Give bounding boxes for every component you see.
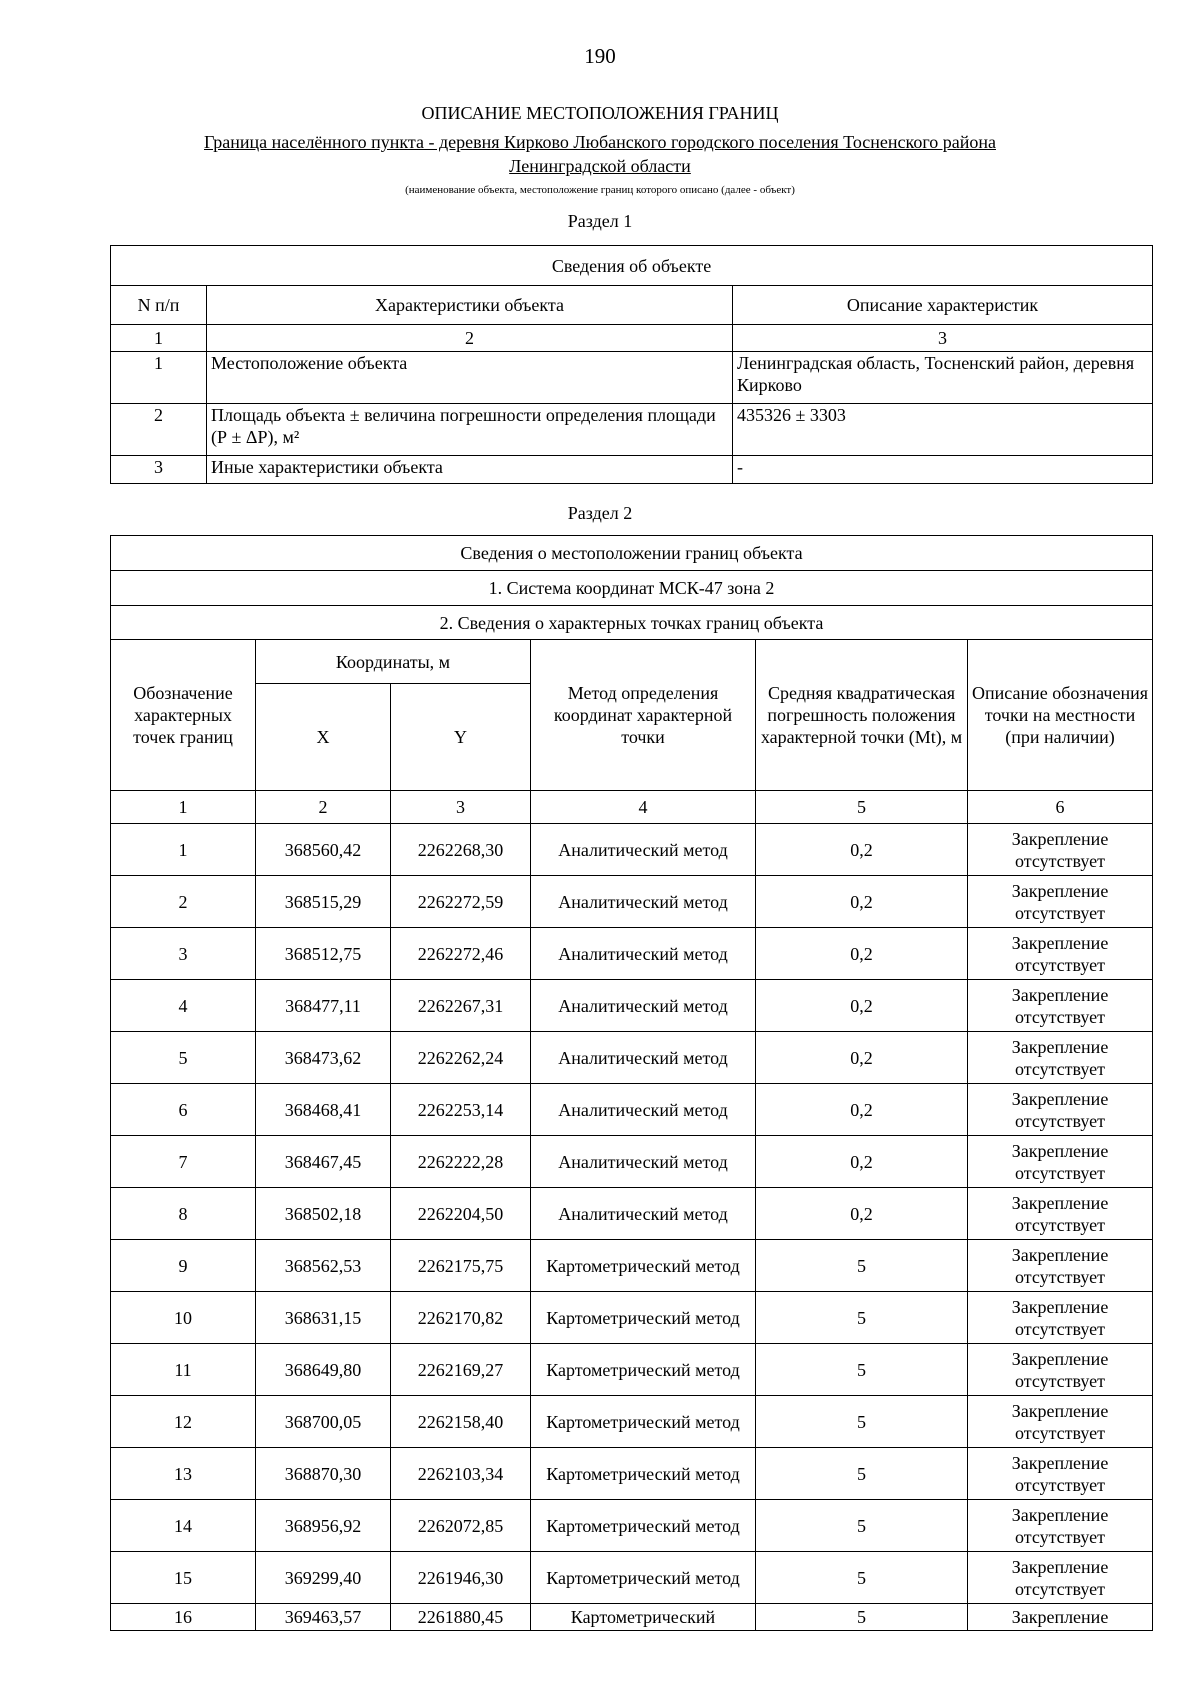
point-x: 368560,42 [256, 824, 391, 876]
table-row [111, 876, 1153, 928]
point-description: Закрепление отсутствует [968, 1084, 1153, 1136]
table-row [111, 1084, 1153, 1136]
characteristic-cell: Площадь объекта ± величина погрешности определения площади (Р ± ΔР), м² [207, 404, 733, 456]
point-designation: 14 [111, 1500, 256, 1552]
point-designation: 4 [111, 980, 256, 1032]
point-method: Аналитический метод [531, 1188, 756, 1240]
boundary-table-title: Сведения о местоположении границ объекта [111, 536, 1153, 571]
document-subtitle: Граница населённого пункта - деревня Кирково Любанского городского поселения Тосненского района Ленинградской области [203, 132, 997, 176]
point-mt: 5 [756, 1552, 968, 1604]
point-description: Закрепление отсутствует [968, 1136, 1153, 1188]
table-row [111, 980, 1153, 1032]
section1-label: Раздел 1 [567, 211, 633, 231]
header-coordinates: Координаты, м [256, 640, 531, 684]
point-designation: 11 [111, 1344, 256, 1396]
point-method: Картометрический [531, 1604, 756, 1631]
point-x: 368700,05 [256, 1396, 391, 1448]
point-y: 2262175,75 [391, 1240, 531, 1292]
point-designation: 12 [111, 1396, 256, 1448]
point-x: 369463,57 [256, 1604, 391, 1631]
point-x: 368649,80 [256, 1344, 391, 1396]
point-method: Картометрический метод [531, 1292, 756, 1344]
point-x: 368512,75 [256, 928, 391, 980]
point-y: 2262103,34 [391, 1448, 531, 1500]
point-description: Закрепление отсутствует [968, 824, 1153, 876]
table-row [111, 1396, 1153, 1448]
characteristic-cell: Местоположение объекта [207, 352, 733, 404]
point-mt: 0,2 [756, 1032, 968, 1084]
point-designation: 16 [111, 1604, 256, 1631]
table-row [111, 1448, 1153, 1500]
table-row [111, 928, 1153, 980]
header-np: N п/п [111, 286, 207, 325]
col-number: 3 [391, 791, 531, 824]
header-error: Средняя квадратическая погрешность положения характерной точки (Mt), м [756, 640, 968, 791]
header-description: Описание характеристик [733, 286, 1153, 325]
point-description: Закрепление отсутствует [968, 1292, 1153, 1344]
point-y: 2262204,50 [391, 1188, 531, 1240]
table-row [111, 1240, 1153, 1292]
object-info-table [110, 245, 1153, 484]
col-number: 1 [111, 325, 207, 352]
header-point-description: Описание обозначения точки на местности (при наличии) [968, 640, 1153, 791]
row-number: 1 [111, 352, 207, 404]
point-x: 368562,53 [256, 1240, 391, 1292]
point-description: Закрепление отсутствует [968, 1032, 1153, 1084]
description-cell: Ленинградская область, Тосненский район, деревня Кирково [733, 352, 1153, 404]
point-method: Аналитический метод [531, 1136, 756, 1188]
description-cell: - [733, 456, 1153, 484]
description-cell: 435326 ± 3303 [733, 404, 1153, 456]
point-x: 368473,62 [256, 1032, 391, 1084]
point-x: 368631,15 [256, 1292, 391, 1344]
point-description: Закрепление отсутствует [968, 1552, 1153, 1604]
point-x: 368502,18 [256, 1188, 391, 1240]
point-designation: 8 [111, 1188, 256, 1240]
point-method: Аналитический метод [531, 1084, 756, 1136]
point-mt: 5 [756, 1344, 968, 1396]
point-mt: 0,2 [756, 980, 968, 1032]
point-mt: 5 [756, 1604, 968, 1631]
point-mt: 0,2 [756, 1136, 968, 1188]
col-number: 1 [111, 791, 256, 824]
point-x: 368870,30 [256, 1448, 391, 1500]
point-description: Закрепление отсутствует [968, 1344, 1153, 1396]
point-y: 2261880,45 [391, 1604, 531, 1631]
table-row [111, 824, 1153, 876]
point-x: 368468,41 [256, 1084, 391, 1136]
point-mt: 0,2 [756, 824, 968, 876]
coordinate-system: 1. Система координат МСК-47 зона 2 [111, 571, 1153, 606]
point-y: 2262253,14 [391, 1084, 531, 1136]
point-designation: 15 [111, 1552, 256, 1604]
header-designation: Обозначение характерных точек границ [111, 640, 256, 791]
point-designation: 10 [111, 1292, 256, 1344]
point-description: Закрепление отсутствует [968, 876, 1153, 928]
point-y: 2262272,46 [391, 928, 531, 980]
subtitle-note: (наименование объекта, местоположение границ которого описано (далее - объект) [405, 184, 795, 196]
point-mt: 0,2 [756, 876, 968, 928]
point-y: 2262169,27 [391, 1344, 531, 1396]
page-number: 190 [584, 44, 616, 68]
col-number: 6 [968, 791, 1153, 824]
point-description: Закрепление отсутствует [968, 1448, 1153, 1500]
point-method: Аналитический метод [531, 980, 756, 1032]
point-x: 368515,29 [256, 876, 391, 928]
row-number: 2 [111, 404, 207, 456]
col-number: 5 [756, 791, 968, 824]
point-description: Закрепление отсутствует [968, 1188, 1153, 1240]
point-mt: 0,2 [756, 1084, 968, 1136]
point-y: 2262267,31 [391, 980, 531, 1032]
point-method: Аналитический метод [531, 1032, 756, 1084]
point-x: 369299,40 [256, 1552, 391, 1604]
characteristic-cell: Иные характеристики объекта [207, 456, 733, 484]
col-number: 4 [531, 791, 756, 824]
point-method: Аналитический метод [531, 876, 756, 928]
point-method: Картометрический метод [531, 1500, 756, 1552]
point-method: Аналитический метод [531, 824, 756, 876]
points-body [111, 824, 1153, 1631]
point-designation: 9 [111, 1240, 256, 1292]
point-mt: 5 [756, 1240, 968, 1292]
point-y: 2262072,85 [391, 1500, 531, 1552]
table-row [111, 1552, 1153, 1604]
point-mt: 0,2 [756, 1188, 968, 1240]
table-row [111, 1500, 1153, 1552]
point-designation: 2 [111, 876, 256, 928]
header-x: X [256, 684, 391, 791]
table-row [111, 1136, 1153, 1188]
point-designation: 6 [111, 1084, 256, 1136]
header-y: Y [391, 684, 531, 791]
point-method: Картометрический метод [531, 1240, 756, 1292]
point-mt: 5 [756, 1500, 968, 1552]
point-designation: 7 [111, 1136, 256, 1188]
points-title: 2. Сведения о характерных точках границ объекта [111, 606, 1153, 640]
header-method: Метод определения координат характерной точки [531, 640, 756, 791]
point-designation: 5 [111, 1032, 256, 1084]
point-description: Закрепление отсутствует [968, 1396, 1153, 1448]
point-method: Картометрический метод [531, 1552, 756, 1604]
document-title: ОПИСАНИЕ МЕСТОПОЛОЖЕНИЯ ГРАНИЦ [421, 103, 779, 123]
point-x: 368467,45 [256, 1136, 391, 1188]
point-x: 368477,11 [256, 980, 391, 1032]
point-y: 2262222,28 [391, 1136, 531, 1188]
point-mt: 5 [756, 1396, 968, 1448]
point-mt: 5 [756, 1448, 968, 1500]
point-method: Аналитический метод [531, 928, 756, 980]
point-y: 2261946,30 [391, 1552, 531, 1604]
header-characteristics: Характеристики объекта [207, 286, 733, 325]
point-description: Закрепление отсутствует [968, 1500, 1153, 1552]
col-number: 2 [256, 791, 391, 824]
point-y: 2262158,40 [391, 1396, 531, 1448]
col-number: 3 [733, 325, 1153, 352]
point-y: 2262170,82 [391, 1292, 531, 1344]
table-row [111, 1604, 1153, 1631]
point-x: 368956,92 [256, 1500, 391, 1552]
object-info-title: Сведения об объекте [111, 246, 1153, 286]
point-description: Закрепление отсутствует [968, 1240, 1153, 1292]
col-number: 2 [207, 325, 733, 352]
point-y: 2262268,30 [391, 824, 531, 876]
point-description: Закрепление отсутствует [968, 980, 1153, 1032]
point-mt: 0,2 [756, 928, 968, 980]
point-description: Закрепление отсутствует [968, 928, 1153, 980]
point-mt: 5 [756, 1292, 968, 1344]
point-y: 2262272,59 [391, 876, 531, 928]
point-method: Картометрический метод [531, 1344, 756, 1396]
point-method: Картометрический метод [531, 1448, 756, 1500]
point-method: Картометрический метод [531, 1396, 756, 1448]
table-row [111, 1292, 1153, 1344]
point-designation: 3 [111, 928, 256, 980]
section2-label: Раздел 2 [567, 503, 633, 523]
table-row [111, 1032, 1153, 1084]
row-number: 3 [111, 456, 207, 484]
table-row [111, 1344, 1153, 1396]
point-description: Закрепление [968, 1604, 1153, 1631]
table-row [111, 1188, 1153, 1240]
point-designation: 1 [111, 824, 256, 876]
point-designation: 13 [111, 1448, 256, 1500]
point-y: 2262262,24 [391, 1032, 531, 1084]
boundary-points-table [110, 535, 1153, 1631]
